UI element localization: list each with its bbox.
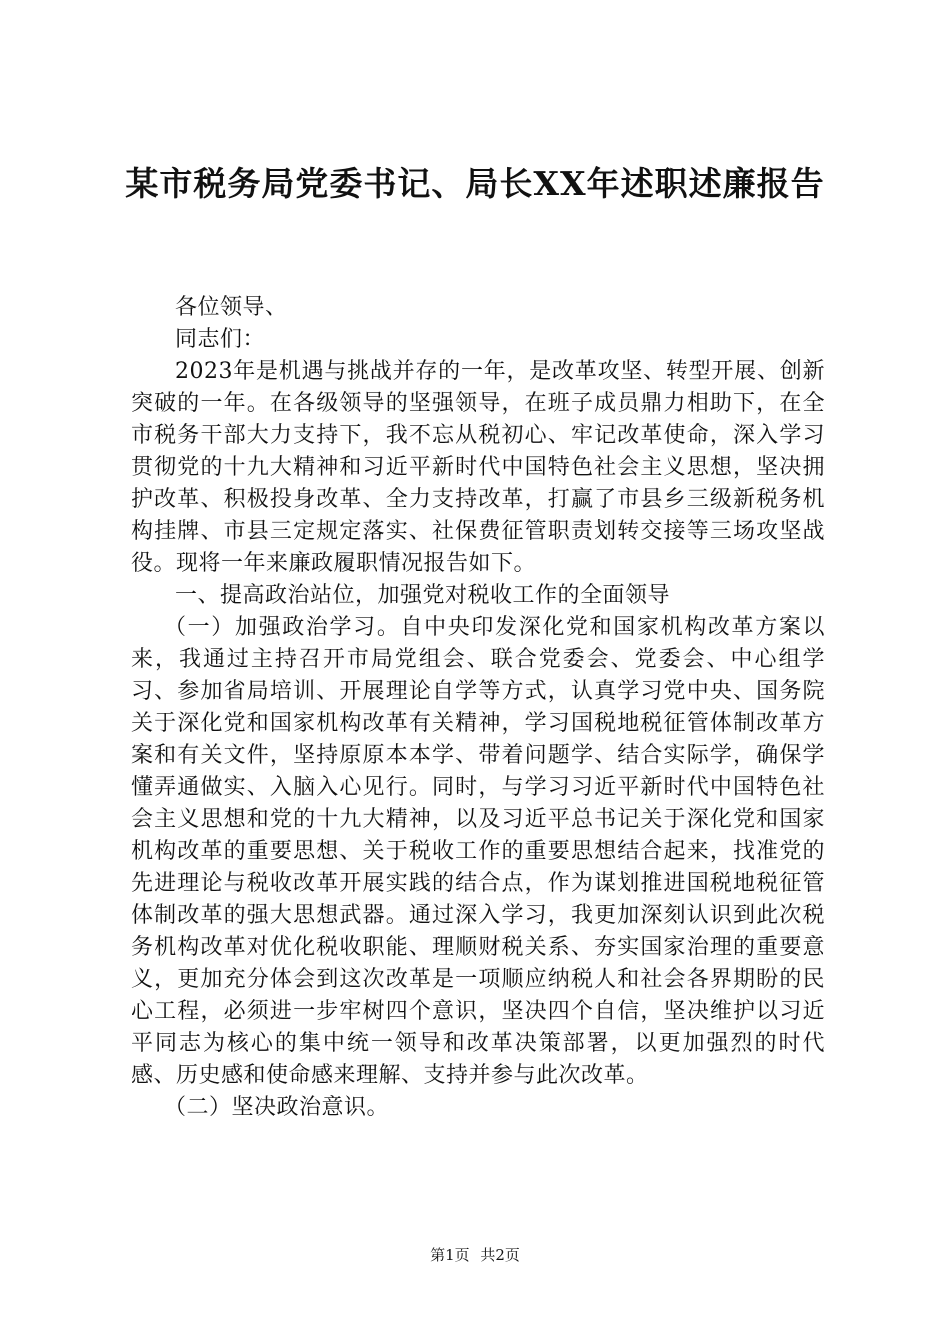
intro-paragraph: 2023年是机遇与挑战并存的一年，是改革攻坚、转型开展、创新突破的一年。在各级领导的坚强领导，在班子成员鼎力相助下，在全市税务干部大力支持下，我不忘从税初心、牢记改革使命，深入学习贯彻党的十九大精神和习近平新时代中国特色社会主义思想，坚决拥护改革、积极投身改革、全力支持改革，打赢了市县乡三级新税务机构挂牌、市县三定规定落实、社保费征管职责划转交接等三场攻坚战役。现将一年来廉政履职情况报告如下。 [131,359,825,576]
page-number-current: 第1页 [430,1246,470,1264]
document-body [131,292,825,1124]
subsection-2-heading: （二）坚决政治意识。 [164,1095,390,1120]
subsection-1-paragraph: （一）加强政治学习。自中央印发深化党和国家机构改革方案以来，我通过主持召开市局党组会、联合党委会、党委会、中心组学习、参加省局培训、开展理论自学等方式，认真学习党中央、国务院关于深化党和国家机构改革有关精神，学习国税地税征管体制改革方案和有关文件，坚持原原本本学、带着问题学、结合实际学，确保学懂弄通做实、入脑入心见行。同时，与学习习近平新时代中国特色社会主义思想和党的十九大精神，以及习近平总书记关于深化党和国家机构改革的重要思想、关于税收工作的重要思想结合起来，找准党的先进理论与税收改革开展实践的结合点，作为谋划推进国税地税征管体制改革的强大思想武器。通过深入学习，我更加深刻认识到此次税务机构改革对优化税收职能、理顺财税关系、夯实国家治理的重要意义，更加充分体会到这次改革是一项顺应纳税人和社会各界期盼的民心工程，必须进一步牢树四个意识，坚决四个自信，坚决维护以习近平同志为核心的集中统一领导和改革决策部署，以更加强烈的时代感、历史感和使命感来理解、支持并参与此次改革。 [131,615,825,1088]
document-title: 某市税务局党委书记、局长XX年述职述廉报告 [125,164,825,203]
salutation-line-2: 同志们： [175,327,266,352]
salutation-line-1: 各位领导、 [175,295,288,320]
page-footer [0,1245,950,1265]
page-number-total: 共2页 [480,1246,520,1264]
section-1-heading: 一、提高政治站位，加强党对税收工作的全面领导 [175,583,671,608]
